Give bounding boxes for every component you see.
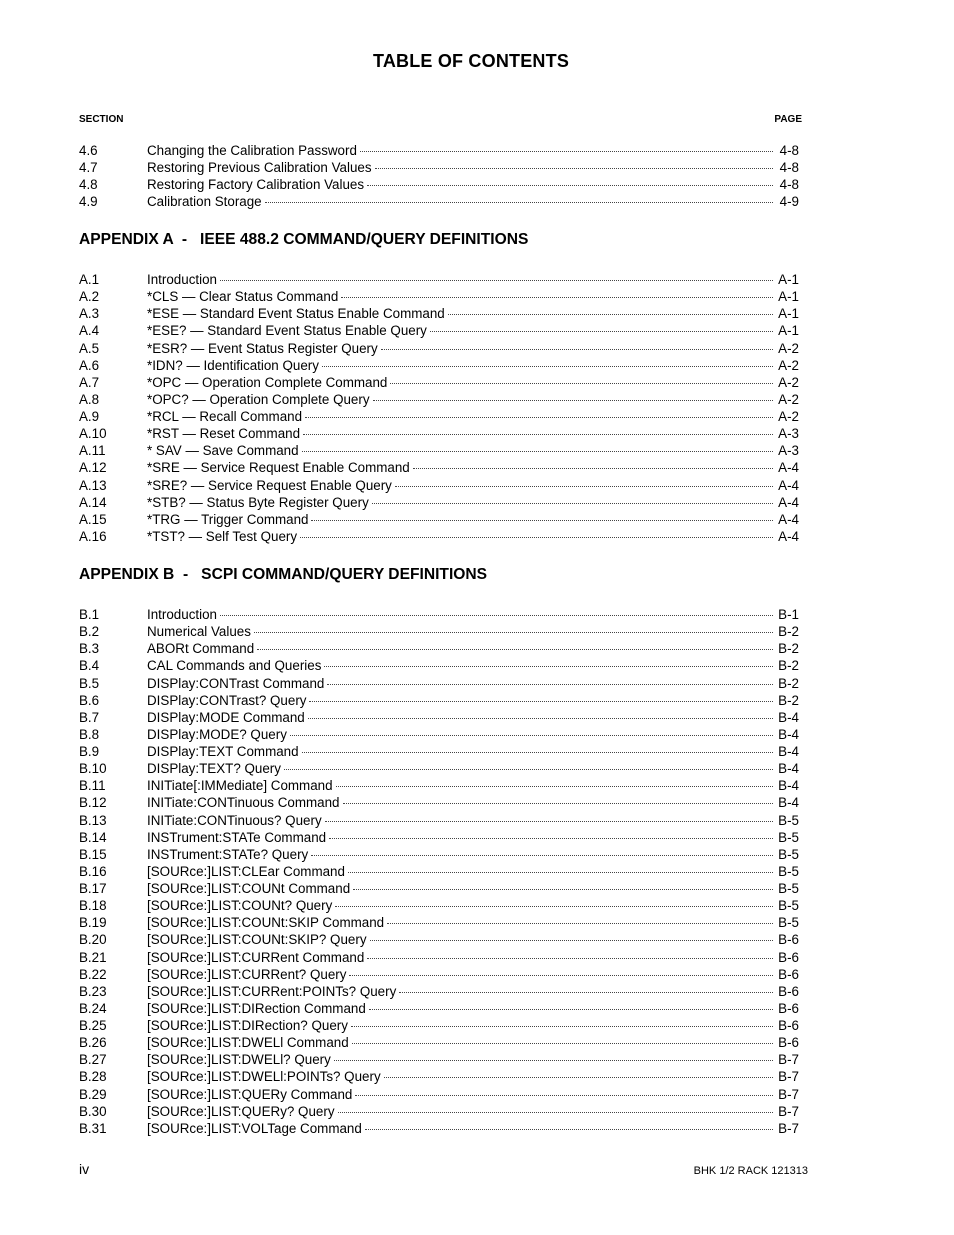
toc-entry-title: *ESE? — Standard Event Status Enable Query (147, 323, 427, 339)
toc-entry-number: B.9 (79, 744, 100, 759)
dot-leader (305, 416, 773, 418)
dot-leader (335, 905, 773, 907)
dot-leader (375, 167, 773, 169)
dot-leader (349, 974, 773, 976)
toc-entry-number: B.19 (79, 915, 107, 931)
dot-leader (373, 399, 773, 401)
toc-entry-title: INITiate:CONTinuous Command (147, 795, 340, 811)
toc-entry-number: B.28 (79, 1069, 107, 1085)
toc-entry-title: [SOURce:]LIST:DWELl? Query (147, 1052, 331, 1068)
toc-entry-title: *RCL — Recall Command (147, 409, 303, 424)
toc-entry-number: A.6 (79, 357, 100, 373)
appendix-a-heading: APPENDIX A - IEEE 488.2 COMMAND/QUERY DEFINITIONS (79, 231, 529, 248)
dot-leader (290, 734, 773, 736)
toc-entry-number: B.27 (79, 1052, 107, 1068)
dot-leader (254, 631, 773, 633)
toc-entry[interactable] (79, 193, 799, 210)
toc-entry-page: A-1 (778, 323, 799, 339)
toc-entry-page: B-2 (778, 692, 799, 708)
toc-entry-page: A-2 (778, 374, 799, 390)
dot-leader (430, 330, 773, 332)
toc-entry-title: [SOURce:]LIST:CURRent? Query (147, 966, 347, 982)
toc-entry[interactable] (79, 760, 799, 777)
toc-entry-number: B.24 (79, 1000, 107, 1016)
toc-entry-page: A-3 (778, 426, 799, 442)
toc-entry-number: A.11 (79, 443, 106, 459)
toc-entry[interactable] (79, 709, 799, 726)
toc-entry-page: A-2 (778, 391, 799, 407)
dot-leader (367, 957, 773, 959)
toc-entry-title: [SOURce:]LIST:CURRent Command (147, 949, 365, 965)
dot-leader (387, 922, 773, 924)
toc-entry-title: Changing the Calibration Password (147, 143, 357, 158)
toc-entry-page: B-7 (778, 1086, 799, 1102)
toc-entry-number: B.3 (79, 641, 100, 657)
dot-leader (265, 201, 773, 203)
toc-entry[interactable] (79, 408, 799, 425)
toc-entry-number: B.12 (79, 795, 107, 811)
dot-leader (220, 279, 773, 281)
toc-entry[interactable] (79, 1103, 799, 1120)
toc-entry-title: [SOURce:]LIST:QUERy? Query (147, 1103, 335, 1119)
toc-entry-title: [SOURce:]LIST:COUNt Command (147, 881, 351, 896)
dot-leader (413, 467, 773, 469)
toc-entry-number: B.2 (79, 624, 100, 640)
toc-entry[interactable] (79, 288, 799, 305)
toc-entry[interactable] (79, 914, 799, 931)
dot-leader (308, 717, 773, 719)
dot-leader (336, 785, 773, 787)
toc-entry-page: B-2 (778, 675, 799, 691)
toc-entry-number: B.10 (79, 761, 107, 777)
toc-entry-number: A.14 (79, 494, 107, 510)
toc-entry-title: INSTrument:STATe? Query (147, 846, 309, 862)
toc-entry[interactable] (79, 983, 799, 1000)
dot-leader (352, 1042, 773, 1044)
toc-entry-title: ABORt Command (147, 641, 255, 657)
toc-entry-number: A.16 (79, 528, 107, 544)
toc-entry-title: [SOURce:]LIST:COUNt:SKIP Command (147, 915, 385, 931)
dot-leader (325, 820, 773, 822)
toc-entry-number: B.30 (79, 1103, 107, 1119)
toc-entry-number: B.5 (79, 675, 100, 691)
toc-entry-page: B-5 (778, 846, 799, 862)
toc-entry[interactable] (79, 675, 799, 692)
toc-entry[interactable] (79, 606, 799, 623)
toc-entry-title: [SOURce:]LIST:VOLTage Command (147, 1120, 362, 1136)
toc-entry[interactable] (79, 794, 799, 811)
toc-entry[interactable] (79, 623, 799, 640)
dot-leader (341, 296, 773, 298)
toc-entry[interactable] (79, 374, 799, 391)
toc-entry-page: A-4 (778, 494, 799, 510)
toc-entry-page: 4-8 (779, 160, 799, 176)
toc-entry[interactable] (79, 726, 799, 743)
toc-entry[interactable] (79, 863, 799, 880)
toc-entry[interactable] (79, 528, 799, 545)
toc-entry-page: B-6 (778, 949, 799, 965)
toc-entry-number: B.8 (79, 726, 100, 742)
dot-leader (311, 519, 773, 521)
dot-leader (390, 382, 773, 384)
toc-entry-title: *IDN? — Identification Query (147, 357, 319, 373)
dot-leader (324, 665, 773, 667)
toc-entry-number: B.23 (79, 983, 107, 999)
toc-entry-page: A-4 (778, 460, 799, 476)
toc-entry-page: B-6 (778, 1000, 799, 1016)
toc-entry-title: *TRG — Trigger Command (147, 511, 309, 527)
toc-entry-page: B-1 (778, 607, 799, 622)
toc-entry-number: A.7 (79, 374, 100, 390)
toc-entry-page: B-2 (778, 641, 799, 657)
toc-entry-title: *ESE — Standard Event Status Enable Command (147, 306, 445, 322)
toc-entry-title: * SAV — Save Command (147, 443, 299, 459)
toc-entry-page: B-5 (778, 915, 799, 931)
section-column-header: SECTION (79, 114, 124, 125)
dot-leader (338, 1111, 773, 1113)
dot-leader (334, 1059, 773, 1061)
toc-entry-page: B-6 (778, 932, 799, 948)
toc-entry-page: B-4 (778, 726, 799, 742)
dot-leader (365, 1128, 773, 1130)
toc-entry-page: B-4 (778, 778, 799, 794)
toc-entry-page: A-1 (778, 289, 799, 305)
dot-leader (351, 1025, 773, 1027)
toc-entry-page: B-4 (778, 795, 799, 811)
dot-leader (370, 939, 773, 941)
toc-entry[interactable] (79, 271, 799, 288)
toc-entry[interactable] (79, 340, 799, 357)
toc-entry-number: A.5 (79, 340, 100, 356)
toc-entry-title: DISPlay:CONTrast? Query (147, 692, 307, 708)
toc-entry-page: 4-9 (779, 194, 799, 210)
toc-group-appendix-b (79, 606, 799, 1137)
toc-entry-number: A.3 (79, 306, 100, 322)
toc-entry-number: A.15 (79, 511, 107, 527)
toc-entry-title: *OPC — Operation Complete Command (147, 374, 388, 390)
toc-entry-page: B-6 (778, 966, 799, 982)
toc-entry-number: B.16 (79, 863, 107, 879)
dot-leader (300, 536, 773, 538)
toc-entry[interactable] (79, 743, 799, 760)
toc-entry[interactable] (79, 966, 799, 983)
toc-entry-title: [SOURce:]LIST:COUNt:SKIP? Query (147, 932, 367, 948)
toc-entry-number: B.22 (79, 966, 107, 982)
toc-entry-page: B-7 (778, 1103, 799, 1119)
dot-leader (348, 871, 773, 873)
toc-entry-page: A-4 (778, 477, 799, 493)
toc-entry-title: Introduction (147, 272, 217, 287)
toc-entry-title: [SOURce:]LIST:QUERy Command (147, 1086, 353, 1102)
toc-entry-title: Introduction (147, 607, 217, 622)
toc-entry[interactable] (79, 159, 799, 176)
toc-entry-title: Calibration Storage (147, 194, 262, 210)
toc-entry-page: B-5 (778, 881, 799, 896)
dot-leader (384, 1076, 773, 1078)
dot-leader (302, 450, 773, 452)
toc-entry-number: A.1 (79, 272, 100, 287)
toc-entry-page: B-2 (778, 658, 799, 674)
dot-leader (311, 854, 773, 856)
toc-entry-title: [SOURce:]LIST:CURRent:POINTs? Query (147, 983, 397, 999)
toc-entry-title: DISPlay:TEXT? Query (147, 761, 281, 777)
toc-entry-title: *RST — Reset Command (147, 426, 301, 442)
toc-entry[interactable] (79, 391, 799, 408)
toc-entry[interactable] (79, 1086, 799, 1103)
toc-entry[interactable] (79, 1034, 799, 1051)
toc-entry-title: [SOURce:]LIST:DIRection Command (147, 1000, 366, 1016)
dot-leader (220, 614, 773, 616)
toc-entry-title: INITiate[:IMMediate] Command (147, 778, 333, 794)
toc-entry[interactable] (79, 931, 799, 948)
toc-entry[interactable] (79, 357, 799, 374)
toc-entry-title: *STB? — Status Byte Register Query (147, 494, 369, 510)
page-title: TABLE OF CONTENTS (372, 51, 570, 71)
toc-entry-number: 4.8 (79, 177, 98, 193)
toc-entry-page: A-2 (778, 409, 799, 424)
toc-entry[interactable] (79, 425, 799, 442)
toc-entry[interactable] (79, 692, 799, 709)
toc-entry[interactable] (79, 459, 799, 476)
toc-entry-page: A-3 (778, 443, 799, 459)
toc-entry[interactable] (79, 1000, 799, 1017)
toc-entry-number: A.9 (79, 409, 100, 424)
toc-entry-title: DISPlay:MODE? Query (147, 726, 287, 742)
dot-leader (360, 150, 773, 152)
dot-leader (399, 991, 773, 993)
toc-entry-page: B-4 (778, 709, 799, 725)
toc-entry[interactable] (79, 1051, 799, 1068)
toc-entry-number: A.10 (79, 426, 107, 442)
toc-entry-number: B.1 (79, 607, 100, 622)
toc-entry-title: *TST? — Self Test Query (147, 528, 298, 544)
toc-entry-number: B.18 (79, 898, 107, 914)
toc-entry-title: *OPC? — Operation Complete Query (147, 391, 370, 407)
toc-entry[interactable] (79, 1120, 799, 1137)
dot-leader (448, 313, 773, 315)
toc-entry-page: B-7 (778, 1120, 799, 1136)
toc-entry[interactable] (79, 640, 799, 657)
dot-leader (303, 433, 773, 435)
toc-entry-page: A-1 (778, 272, 799, 287)
toc-group-appendix-a (79, 271, 799, 545)
dot-leader (372, 502, 773, 504)
toc-entry-title: DISPlay:TEXT Command (147, 744, 299, 759)
toc-entry-page: A-2 (778, 357, 799, 373)
toc-entry-page: B-6 (778, 983, 799, 999)
toc-entry-page: B-6 (778, 1035, 799, 1051)
toc-entry-number: A.4 (79, 323, 100, 339)
toc-entry-page: B-5 (778, 898, 799, 914)
toc-entry[interactable] (79, 305, 799, 322)
toc-entry-number: B.6 (79, 692, 100, 708)
dot-leader (343, 802, 774, 804)
toc-entry-number: B.17 (79, 881, 107, 896)
appendix-b-heading: APPENDIX B - SCPI COMMAND/QUERY DEFINITIONS (79, 566, 488, 583)
toc-entry-page: B-5 (778, 863, 799, 879)
toc-entry-number: A.12 (79, 460, 107, 476)
toc-entry[interactable] (79, 142, 799, 159)
toc-entry[interactable] (79, 442, 799, 459)
toc-entry[interactable] (79, 1017, 799, 1034)
toc-entry-number: B.31 (79, 1120, 107, 1136)
toc-entry-page: B-4 (778, 761, 799, 777)
toc-entry-title: *SRE — Service Request Enable Command (147, 460, 410, 476)
toc-entry-number: A.13 (79, 477, 107, 493)
toc-entry-page: B-7 (778, 1052, 799, 1068)
toc-entry-title: INSTrument:STATe Command (147, 829, 327, 845)
dot-leader (329, 837, 773, 839)
toc-entry[interactable] (79, 657, 799, 674)
toc-entry-title: DISPlay:MODE Command (147, 709, 305, 725)
toc-entry-title: CAL Commands and Queries (147, 658, 322, 674)
dot-leader (367, 184, 773, 186)
toc-entry-page: A-4 (778, 528, 799, 544)
dot-leader (309, 700, 773, 702)
dot-leader (327, 683, 773, 685)
toc-entry-page: B-4 (778, 744, 799, 759)
toc-entry[interactable] (79, 511, 799, 528)
toc-entry-title: *SRE? — Service Request Enable Query (147, 477, 392, 493)
toc-entry-number: B.26 (79, 1035, 107, 1051)
toc-entry-title: [SOURce:]LIST:DWELl Command (147, 1035, 349, 1051)
toc-entry-title: INITiate:CONTinuous? Query (147, 812, 322, 828)
toc-entry-number: B.20 (79, 932, 107, 948)
toc-entry-page: A-4 (778, 511, 799, 527)
toc-entry-page: 4-8 (779, 143, 799, 158)
toc-entry-number: A.2 (79, 289, 100, 305)
toc-entry-number: A.8 (79, 391, 100, 407)
document-id: BHK 1/2 RACK 121313 (693, 1165, 808, 1177)
toc-entry-number: B.29 (79, 1086, 107, 1102)
toc-entry-number: B.21 (79, 949, 107, 965)
toc-entry-page: B-6 (778, 1018, 799, 1033)
toc-entry[interactable] (79, 812, 799, 829)
toc-entry-page: B-5 (778, 829, 799, 845)
toc-group-section-4 (79, 142, 799, 211)
dot-leader (369, 1008, 773, 1010)
toc-entry-number: B.15 (79, 846, 107, 862)
toc-entry[interactable] (79, 477, 799, 494)
toc-entry-page: B-2 (778, 624, 799, 640)
dot-leader (395, 485, 773, 487)
toc-entry-number: 4.6 (79, 143, 98, 158)
toc-entry-number: 4.7 (79, 160, 98, 176)
toc-entry-title: *ESR? — Event Status Register Query (147, 340, 378, 356)
toc-entry[interactable] (79, 880, 799, 897)
toc-entry-title: [SOURce:]LIST:COUNt? Query (147, 898, 333, 914)
toc-entry-number: B.7 (79, 709, 100, 725)
toc-entry-title: DISPlay:CONTrast Command (147, 675, 325, 691)
dot-leader (257, 648, 773, 650)
toc-entry-title: Restoring Previous Calibration Values (147, 160, 372, 176)
toc-entry-title: [SOURce:]LIST:DWELl:POINTs? Query (147, 1069, 381, 1085)
toc-entry-page: A-2 (778, 340, 799, 356)
dot-leader (284, 768, 773, 770)
toc-entry[interactable] (79, 949, 799, 966)
toc-entry-title: [SOURce:]LIST:CLEar Command (147, 863, 345, 879)
toc-entry-number: B.4 (79, 658, 100, 674)
toc-entry[interactable] (79, 1068, 799, 1085)
page-number: iv (79, 1161, 90, 1177)
toc-entry-title: *CLS — Clear Status Command (147, 289, 339, 305)
toc-entry-page: B-7 (778, 1069, 799, 1085)
dot-leader (353, 888, 773, 890)
dot-leader (355, 1094, 773, 1096)
dot-leader (322, 365, 773, 367)
toc-entry-number: B.14 (79, 829, 107, 845)
toc-entry[interactable] (79, 897, 799, 914)
toc-entry-title: [SOURce:]LIST:DIRection? Query (147, 1018, 348, 1033)
toc-entry-page: B-5 (778, 812, 799, 828)
toc-entry-title: Restoring Factory Calibration Values (147, 177, 365, 193)
toc-entry[interactable] (79, 176, 799, 193)
toc-entry-page: 4-8 (779, 177, 799, 193)
toc-entry[interactable] (79, 494, 799, 511)
toc-entry-title: Numerical Values (147, 624, 251, 640)
toc-entry[interactable] (79, 322, 799, 339)
toc-entry[interactable] (79, 829, 799, 846)
dot-leader (381, 348, 773, 350)
toc-entry-page: A-1 (778, 306, 799, 322)
page-column-header: PAGE (774, 114, 802, 125)
dot-leader (302, 751, 773, 753)
toc-entry[interactable] (79, 777, 799, 794)
toc-entry-number: 4.9 (79, 194, 98, 210)
toc-entry[interactable] (79, 846, 799, 863)
toc-entry-number: B.13 (79, 812, 107, 828)
toc-entry-number: B.11 (79, 778, 106, 794)
toc-entry-number: B.25 (79, 1018, 107, 1033)
